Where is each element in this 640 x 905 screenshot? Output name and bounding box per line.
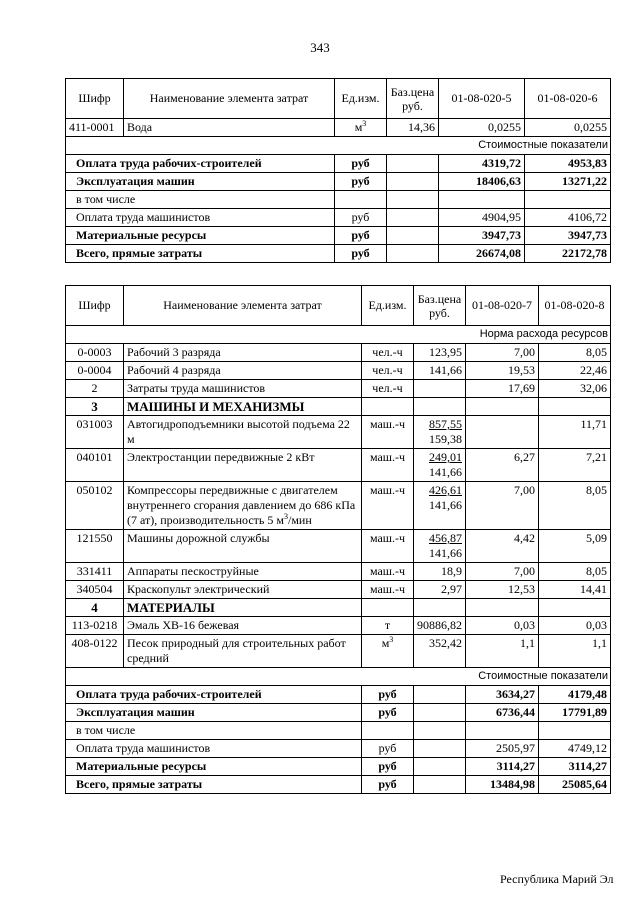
row-code: 331411	[66, 563, 124, 581]
row-code: 031003	[66, 416, 124, 449]
summary-name: Материальные ресурсы	[66, 758, 362, 776]
row-value-1: 0,0255	[439, 119, 525, 137]
summary-unit	[335, 191, 387, 209]
summary-row	[66, 155, 611, 173]
summary-empty	[414, 740, 466, 758]
row-value-1: 12,53	[466, 581, 539, 599]
price-operator-wage: 141,66	[429, 498, 462, 512]
row-value-2: 8,05	[539, 482, 611, 530]
summary-value-1: 13484,98	[466, 776, 539, 794]
row-name: Автогидроподъемники высотой подъема 22 м	[124, 416, 362, 449]
row-price	[414, 380, 466, 398]
table-row	[66, 599, 611, 617]
summary-row	[66, 758, 611, 776]
page-number: 343	[310, 40, 330, 55]
summary-value-2: 4179,48	[539, 686, 611, 704]
row-name: Краскопульт электрический	[124, 581, 362, 599]
row-unit: маш.-ч	[362, 449, 414, 482]
row-value-1: 19,53	[466, 362, 539, 380]
price-operator-wage: 141,66	[429, 546, 462, 560]
row-price: 123,95	[414, 344, 466, 362]
row-value-2: 8,05	[539, 563, 611, 581]
row-unit: $м^3$	[362, 635, 414, 668]
row-price	[414, 398, 466, 416]
row-value-1	[466, 398, 539, 416]
row-value-2: 14,41	[539, 581, 611, 599]
summary-name: Всего, прямые затраты	[66, 245, 335, 263]
summary-empty	[414, 686, 466, 704]
summary-name: Материальные ресурсы	[66, 227, 335, 245]
summary-empty	[414, 758, 466, 776]
row-price: 18,9	[414, 563, 466, 581]
row-code: 0-0004	[66, 362, 124, 380]
footer-region: Республика Марий Эл	[500, 872, 614, 886]
row-name: Рабочий 4 разряда	[124, 362, 362, 380]
summary-unit: руб	[362, 704, 414, 722]
summary-empty	[387, 155, 439, 173]
summary-name: Оплата труда машинистов	[66, 209, 335, 227]
row-value-2: 11,71	[539, 416, 611, 449]
table-row	[66, 449, 611, 482]
row-name: Рабочий 3 разряда	[124, 344, 362, 362]
summary-name: Эксплуатация машин	[66, 704, 362, 722]
table2-header-col5: 01-08-020-7	[466, 286, 539, 326]
summary-unit: руб	[362, 686, 414, 704]
row-name: Машины дорожной службы	[124, 530, 362, 563]
summary-name: Оплата труда машинистов	[66, 740, 362, 758]
summary-empty	[387, 209, 439, 227]
row-value-2: 0,0255	[525, 119, 611, 137]
row-unit: чел.-ч	[362, 362, 414, 380]
unit-superscript: 3	[362, 119, 367, 128]
summary-value-1: 4904,95	[439, 209, 525, 227]
row-value-1: 6,27	[466, 449, 539, 482]
row-price	[414, 416, 466, 449]
summary-value-1: 3114,27	[466, 758, 539, 776]
summary-unit	[362, 722, 414, 740]
row-value-2	[539, 398, 611, 416]
norm-label-row	[66, 326, 611, 344]
summary-row	[66, 209, 611, 227]
cost-table-1	[65, 78, 611, 263]
row-name: Электростанции передвижные 2 кВт	[124, 449, 362, 482]
row-unit: маш.-ч	[362, 581, 414, 599]
table1-header-col6: 01-08-020-6	[525, 79, 611, 119]
price-value: 426,61	[429, 483, 462, 497]
summary-value-2: 3947,73	[525, 227, 611, 245]
price-operator-wage: 141,66	[429, 465, 462, 479]
section-label: Стоимостные показатели	[66, 137, 611, 155]
table1-header-row	[66, 79, 611, 119]
row-code: 4	[66, 599, 124, 617]
summary-row	[66, 704, 611, 722]
table-row	[66, 563, 611, 581]
summary-value-1: 18406,63	[439, 173, 525, 191]
row-code: 050102	[66, 482, 124, 530]
summary-name: Оплата труда рабочих-строителей	[66, 686, 362, 704]
row-price: 14,36	[387, 119, 439, 137]
table1-header-price: Баз.цена руб.	[387, 79, 439, 119]
row-value-2	[539, 599, 611, 617]
table-row	[66, 398, 611, 416]
table-row	[66, 635, 611, 668]
summary-row	[66, 776, 611, 794]
row-name: МАШИНЫ И МЕХАНИЗМЫ	[124, 398, 362, 416]
row-price	[414, 449, 466, 482]
row-value-1: 1,1	[466, 635, 539, 668]
row-price	[414, 599, 466, 617]
table-row	[66, 581, 611, 599]
price-operator-wage: 159,38	[429, 432, 462, 446]
table-row	[66, 617, 611, 635]
row-unit: чел.-ч	[362, 380, 414, 398]
section-label: Стоимостные показатели	[66, 668, 611, 686]
summary-row	[66, 191, 611, 209]
row-name: Компрессоры передвижные с двигателем внутреннего сгорания давлением до 686 кПа (7 ат), производительность 5 $м^3$/мин	[124, 482, 362, 530]
summary-value-2	[539, 722, 611, 740]
summary-unit: руб	[335, 227, 387, 245]
row-value-1: 0,03	[466, 617, 539, 635]
row-unit	[362, 599, 414, 617]
section-label-row	[66, 137, 611, 155]
table2-header-price: Баз.цена руб.	[414, 286, 466, 326]
cost-table-2	[65, 285, 611, 794]
row-name: Вода	[124, 119, 335, 137]
summary-value-1: 26674,08	[439, 245, 525, 263]
row-code: 113-0218	[66, 617, 124, 635]
table2-header-col6: 01-08-020-8	[539, 286, 611, 326]
price-value: 857,55	[429, 417, 462, 431]
row-value-1	[466, 416, 539, 449]
row-price: 2,97	[414, 581, 466, 599]
row-code: 340504	[66, 581, 124, 599]
table1-header-unit: Ед.изм.	[335, 79, 387, 119]
summary-name: в том числе	[66, 722, 362, 740]
row-name: Песок природный для строительных работ средний	[124, 635, 362, 668]
summary-row	[66, 722, 611, 740]
row-code: 2	[66, 380, 124, 398]
row-value-1: 7,00	[466, 482, 539, 530]
row-price: 141,66	[414, 362, 466, 380]
table-row	[66, 344, 611, 362]
table1-header-code: Шифр	[66, 79, 124, 119]
row-value-1: 4,42	[466, 530, 539, 563]
summary-unit: руб	[362, 776, 414, 794]
table-row	[66, 119, 611, 137]
row-unit	[335, 119, 387, 137]
row-value-2: 5,09	[539, 530, 611, 563]
summary-unit: руб	[335, 245, 387, 263]
row-value-1	[466, 599, 539, 617]
row-unit: маш.-ч	[362, 563, 414, 581]
summary-value-2: 4106,72	[525, 209, 611, 227]
table-row	[66, 482, 611, 530]
table2-rows	[66, 344, 611, 668]
summary-unit: руб	[362, 758, 414, 776]
row-name: МАТЕРИАЛЫ	[124, 599, 362, 617]
summary-empty	[387, 173, 439, 191]
summary-row	[66, 173, 611, 191]
summary-row	[66, 245, 611, 263]
summary-value-2: 25085,64	[539, 776, 611, 794]
row-unit: чел.-ч	[362, 344, 414, 362]
summary-value-2: 13271,22	[525, 173, 611, 191]
summary-value-1: 4319,72	[439, 155, 525, 173]
table1-header-name: Наименование элемента затрат	[124, 79, 335, 119]
table2-summary	[66, 686, 611, 794]
table2-header-name: Наименование элемента затрат	[124, 286, 362, 326]
row-value-2: 0,03	[539, 617, 611, 635]
row-value-2: 7,21	[539, 449, 611, 482]
row-value-2: 32,06	[539, 380, 611, 398]
summary-name: в том числе	[66, 191, 335, 209]
row-value-1: 7,00	[466, 344, 539, 362]
row-unit: маш.-ч	[362, 416, 414, 449]
summary-empty	[414, 704, 466, 722]
row-unit: т	[362, 617, 414, 635]
summary-name: Оплата труда рабочих-строителей	[66, 155, 335, 173]
norm-label: Норма расхода ресурсов	[66, 326, 611, 344]
summary-value-2	[525, 191, 611, 209]
summary-value-1: 6736,44	[466, 704, 539, 722]
summary-unit: руб	[335, 173, 387, 191]
row-value-2: 22,46	[539, 362, 611, 380]
table-row	[66, 362, 611, 380]
price-value: 456,87	[429, 531, 462, 545]
row-unit: маш.-ч	[362, 530, 414, 563]
summary-unit: руб	[335, 209, 387, 227]
unit-text: м	[354, 120, 363, 134]
row-price	[414, 530, 466, 563]
summary-empty	[387, 227, 439, 245]
row-code: 0-0003	[66, 344, 124, 362]
row-name: Затраты труда машинистов	[124, 380, 362, 398]
table2-header-unit: Ед.изм.	[362, 286, 414, 326]
row-code: 040101	[66, 449, 124, 482]
summary-row	[66, 227, 611, 245]
row-unit	[362, 398, 414, 416]
row-value-1: 7,00	[466, 563, 539, 581]
section-label-row	[66, 668, 611, 686]
row-price: 90886,82	[414, 617, 466, 635]
table-row	[66, 416, 611, 449]
summary-value-1	[439, 191, 525, 209]
row-code: 408-0122	[66, 635, 124, 668]
row-price: 352,42	[414, 635, 466, 668]
table-row	[66, 380, 611, 398]
summary-value-2: 4953,83	[525, 155, 611, 173]
row-unit: маш.-ч	[362, 482, 414, 530]
row-price	[414, 482, 466, 530]
row-code: 121550	[66, 530, 124, 563]
summary-value-2: 3114,27	[539, 758, 611, 776]
summary-empty	[414, 776, 466, 794]
row-code: 3	[66, 398, 124, 416]
summary-unit: руб	[362, 740, 414, 758]
summary-value-1	[466, 722, 539, 740]
summary-name: Всего, прямые затраты	[66, 776, 362, 794]
row-value-2: 8,05	[539, 344, 611, 362]
summary-value-1: 2505,97	[466, 740, 539, 758]
summary-value-1: 3947,73	[439, 227, 525, 245]
summary-name: Эксплуатация машин	[66, 173, 335, 191]
summary-empty	[387, 245, 439, 263]
summary-empty	[414, 722, 466, 740]
summary-value-2: 22172,78	[525, 245, 611, 263]
row-value-2: 1,1	[539, 635, 611, 668]
table2-header-row	[66, 286, 611, 326]
table-row	[66, 530, 611, 563]
row-code: 411-0001	[66, 119, 124, 137]
row-name: Эмаль ХВ-16 бежевая	[124, 617, 362, 635]
summary-value-1: 3634,27	[466, 686, 539, 704]
table2-header-code: Шифр	[66, 286, 124, 326]
summary-value-2: 17791,89	[539, 704, 611, 722]
table1-header-col5: 01-08-020-5	[439, 79, 525, 119]
row-name: Аппараты пескоструйные	[124, 563, 362, 581]
row-value-1: 17,69	[466, 380, 539, 398]
summary-row	[66, 740, 611, 758]
summary-unit: руб	[335, 155, 387, 173]
summary-empty	[387, 191, 439, 209]
price-value: 249,01	[429, 450, 462, 464]
table1-summary	[66, 155, 611, 263]
summary-row	[66, 686, 611, 704]
summary-value-2: 4749,12	[539, 740, 611, 758]
